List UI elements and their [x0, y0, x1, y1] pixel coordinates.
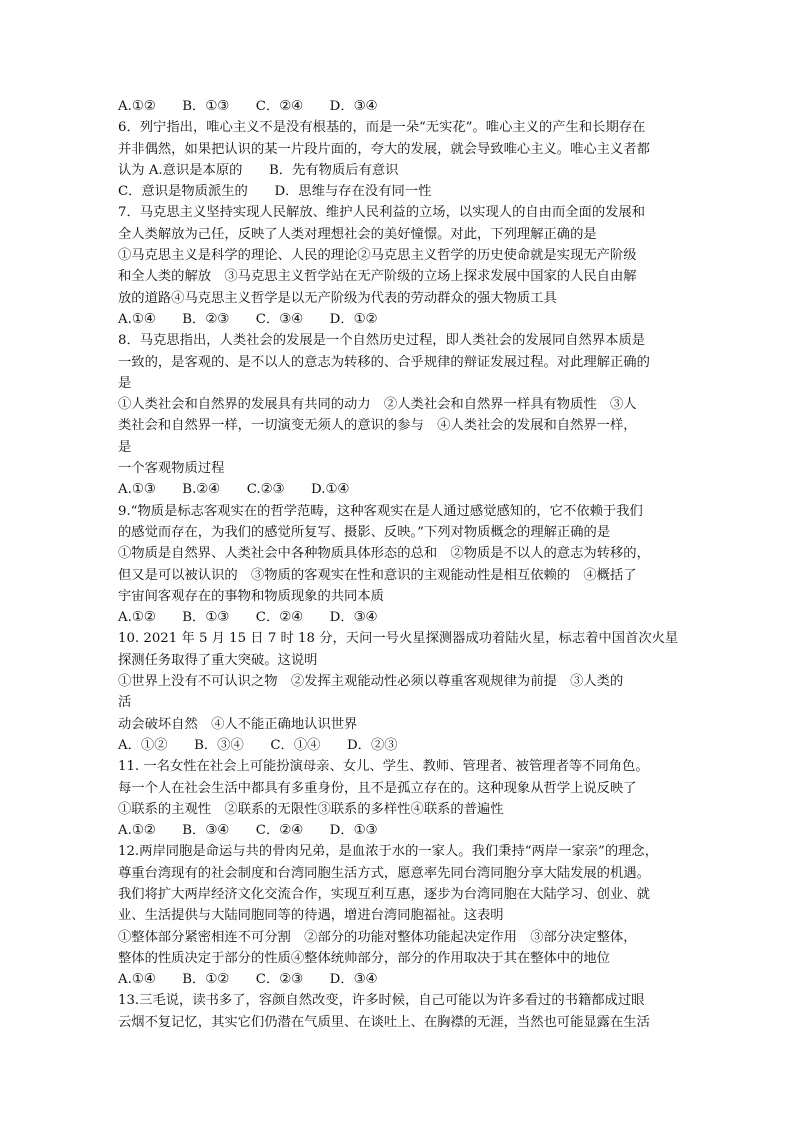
- text-line: 类社会和自然界一样，一切演变无须人的意识的参与 ④人类社会的发展和自然界一样，: [118, 418, 637, 434]
- document-page: [118, 96, 678, 1033]
- text-line: 的感觉而存在，为我们的感觉所复写、摄影、反映。”下列对物质概念的理解正确的是: [118, 524, 611, 540]
- text-line: 一致的，是客观的、是不以人的意志为转移的、合乎规律的辩证发展过程。对此理解正确的: [118, 354, 650, 370]
- text-line: A.①② B．③④ C．②④ D．①③: [118, 823, 378, 839]
- text-line: 活: [118, 695, 132, 711]
- text-line: ①马克思主义是科学的理论、人民的理论②马克思主义哲学的历史使命就是实现无产阶级: [118, 248, 637, 264]
- text-line: 是: [118, 439, 132, 455]
- text-line: ①整体部分紧密相连不可分割 ②部分的功能对整体功能起决定作用 ③部分决定整体，: [118, 929, 637, 945]
- text-line: 和全人类的解放 ③马克思主义哲学站在无产阶级的立场上探求发展中国家的人民自由解: [118, 269, 637, 285]
- text-line: 全人类解放为己任，反映了人类对理想社会的美好憧憬。对此，下列理解正确的是: [118, 226, 597, 242]
- text-line: 动会破坏自然 ④人不能正确地认识世界: [118, 716, 358, 732]
- text-line: ①物质是自然界、人类社会中各种物质具体形态的总和 ②物质是不以人的意志为转移的，: [118, 546, 650, 562]
- text-line: ①人类社会和自然界的发展具有共同的动力 ②人类社会和自然界一样具有物质性 ③人: [118, 397, 637, 413]
- text-line: 尊重台湾现有的社会制度和台湾同胞生活方式，愿意率先同台湾同胞分享大陆发展的机遇。: [118, 865, 650, 881]
- text-line: C．意识是物质派生的 D．思维与存在没有同一性: [118, 184, 432, 200]
- text-line: 每一个人在社会生活中都具有多重身份，且不是孤立存在的。这种现象从哲学上说反映了: [118, 780, 637, 796]
- text-line: A．①② B．③④ C．①④ D．②③: [118, 737, 398, 753]
- text-line: A.①④ B．②③ C．③④ D．①②: [118, 311, 378, 327]
- text-line: ①世界上没有不可认识之物 ②发挥主观能动性必须以尊重客观规律为前提 ③人类的: [118, 674, 624, 690]
- text-line: A.①④ B．①② C．②③ D．③④: [118, 972, 378, 988]
- text-line: A.①② B．①③ C．②④ D．③④: [118, 610, 378, 626]
- text-line: ①联系的主观性 ②联系的无限性③联系的多样性④联系的普遍性: [118, 801, 504, 817]
- text-line: 宇宙间客观存在的事物和物质现象的共同本质: [118, 588, 384, 604]
- text-line: 10. 2021 年 5 月 15 日 7 时 18 分，天问一号火星探测器成功着陆火星，标志着中国首次火星: [118, 631, 678, 647]
- text-line: 业、生活提供与大陆同胞同等的待遇，增进台湾同胞福祉。这表明: [118, 908, 504, 924]
- text-line: 整体的性质决定于部分的性质④整体统帅部分，部分的作用取决于其在整体中的地位: [118, 950, 610, 966]
- text-line: 是: [118, 375, 132, 391]
- text-line: 7．马克思主义坚持实现人民解放、维护人民利益的立场，以实现人的自由而全面的发展和: [118, 205, 646, 221]
- text-line: 8．马克思指出，人类社会的发展是一个自然历史过程，即人类社会的发展同自然界本质是: [118, 333, 646, 349]
- text-line: A.①③ B.②④ C.②③ D.①④: [118, 482, 350, 498]
- text-line: 放的道路④马克思主义哲学是以无产阶级为代表的劳动群众的强大物质工具: [118, 290, 557, 306]
- text-line: 11. 一名女性在社会上可能扮演母亲、女儿、学生、教师、管理者、被管理者等不同角色。: [118, 759, 649, 775]
- text-line: A.①② B．①③ C．②④ D．③④: [118, 99, 378, 114]
- text-line: 并非偶然，如果把认识的某一片段片面的，夸大的发展，就会导致唯心主义。唯心主义者都: [118, 141, 650, 157]
- text-line: 认为 A.意识是本原的 B．先有物质后有意识: [118, 162, 399, 178]
- text-line: 13.三毛说，读书多了，容颜自然改变，许多时候，自己可能以为许多看过的书籍都成过眼: [118, 993, 645, 1009]
- text-line: 我们将扩大两岸经济文化交流合作，实现互利互惠，逐步为台湾同胞在大陆学习、创业、就: [118, 886, 650, 902]
- text-line: 探测任务取得了重大突破。这说明: [118, 652, 318, 668]
- text-line: 但又是可以被认识的 ③物质的客观实在性和意识的主观能动性是相互依赖的 ④概括了: [118, 567, 637, 583]
- text-line: 12.两岸同胞是命运与共的骨肉兄弟，是血浓于水的一家人。我们秉持“两岸一家亲”的理念，: [118, 844, 659, 860]
- text-line: 云烟不复记忆，其实它们仍潜在气质里、在谈吐上、在胸襟的无涯，当然也可能显露在生活: [118, 1014, 650, 1030]
- text-line: 9.“物质是标志客观实在的哲学范畴，这种客观实在是人通过感觉感知的，它不依赖于我们: [118, 503, 643, 519]
- text-line: 6．列宁指出，唯心主义不是没有根基的，而是一朵“无实花”。唯心主义的产生和长期存在: [118, 120, 646, 136]
- text-line: 一个客观物质过程: [118, 461, 225, 477]
